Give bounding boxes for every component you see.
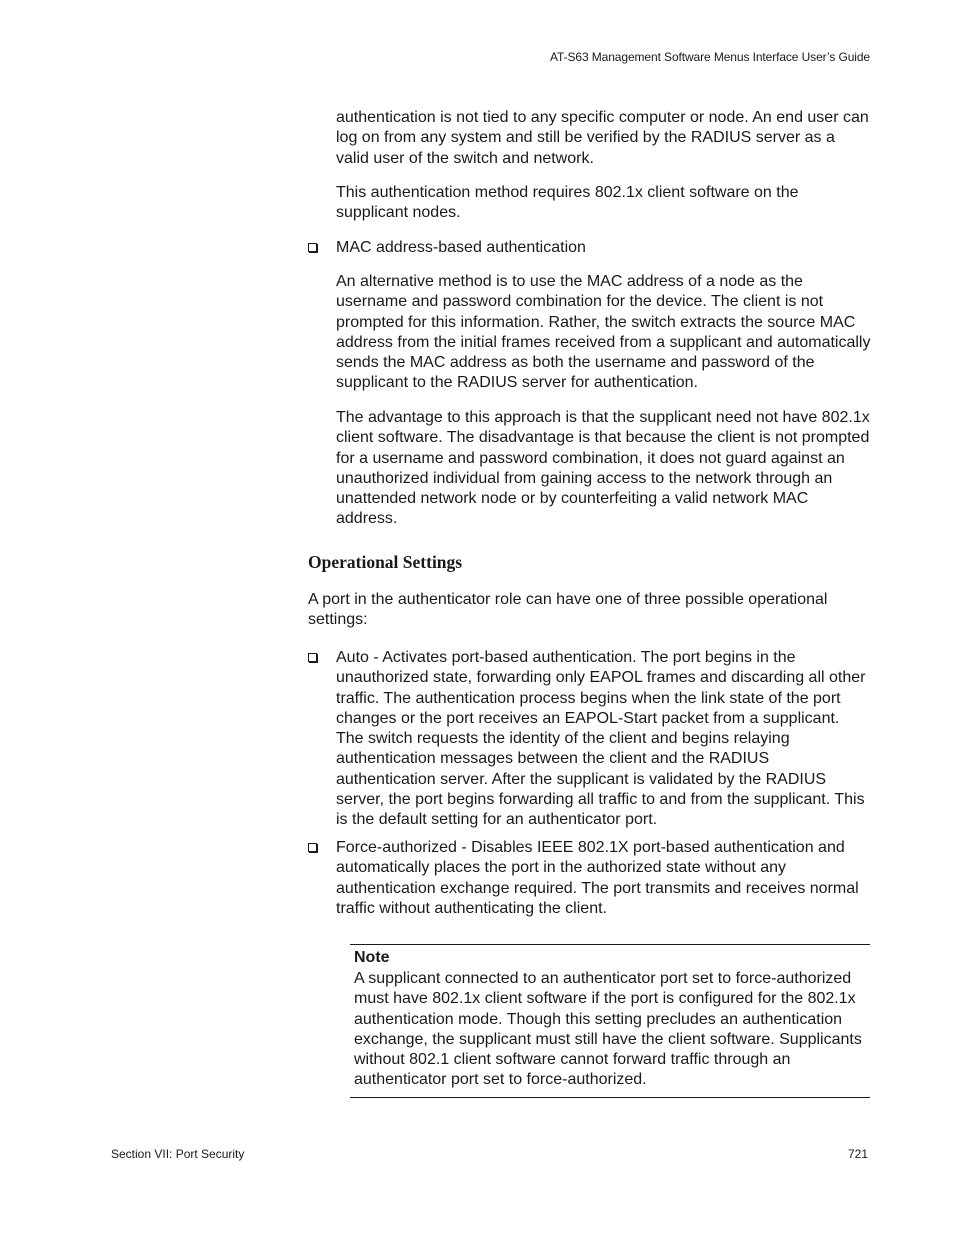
paragraph-mac-method: An alternative method is to use the MAC address of a node as the username and password combination for the device. The client is not prompted for this information. Rather, the switch extracts the source MAC address from the initial frames received from a supplicant and automatically sends the MAC address as both the username and password of the supplicant to the RADIUS server for authentication.	[336, 273, 871, 392]
list-item-label: MAC address-based authentication	[336, 239, 586, 256]
paragraph-mac-advantage: The advantage to this approach is that the supplicant need not have 802.1x client software. The disadvantage is that because the client is not prompted for a username and password combination, it does not guard against an unauthorized individual from gaining access to the network through an unattended network node or by counterfeiting a valid network MAC address.	[336, 409, 870, 528]
checkbox-bullet-icon	[308, 843, 317, 852]
list-item-auto	[308, 648, 871, 831]
note-box	[350, 944, 870, 1098]
list-item-label: Force-authorized - Disables IEEE 802.1X port-based authentication and automatically places the port in the authorized state without any authentication exchange required. The port transmits and receives normal traffic without authenticating the client.	[336, 839, 859, 917]
note-text: A supplicant connected to an authenticator port set to force-authorized must have 802.1x client software if the port is configured for the 802.1x authentication mode. Though this setting precludes an authentication exchange, the supplicant must still have the client software. Supplicants without 802.1 client software cannot forward traffic through an authenticator port set to force-authorized.	[354, 970, 862, 1089]
checkbox-bullet-icon	[308, 243, 317, 252]
paragraph-client-software: This authentication method requires 802.1x client software on the supplicant nodes.	[336, 184, 799, 222]
list-item-label: Auto - Activates port-based authentication. The port begins in the unauthorized state, forwarding only EAPOL frames and discarding all other traffic. The authentication process begins when the link state of the port changes or the port receives an EAPOL-Start packet from a supplicant. The switch requests the identity of the client and begins relaying authentication messages between the client and the RADIUS authentication server. After the supplicant is validated by the RADIUS server, the port begins forwarding all traffic to and from the supplicant. This is the default setting for an authenticator port.	[336, 649, 866, 829]
checkbox-bullet-icon	[308, 653, 317, 662]
paragraph-intro: A port in the authenticator role can have one of three possible operational settings:	[308, 591, 828, 629]
list-item-force-authorized	[308, 838, 871, 919]
list-item-mac-auth	[308, 238, 871, 258]
footer-section: Section VII: Port Security	[111, 1147, 245, 1161]
page-number: 721	[847, 1147, 868, 1161]
note-title: Note	[354, 949, 390, 966]
paragraph-user-authentication: authentication is not tied to any specific computer or node. An end user can log on from any system and still be verified by the RADIUS server as a valid user of the switch and network.	[336, 109, 869, 167]
running-header: AT-S63 Management Software Menus Interface User’s Guide	[550, 50, 870, 64]
section-heading: Operational Settings	[308, 552, 463, 572]
